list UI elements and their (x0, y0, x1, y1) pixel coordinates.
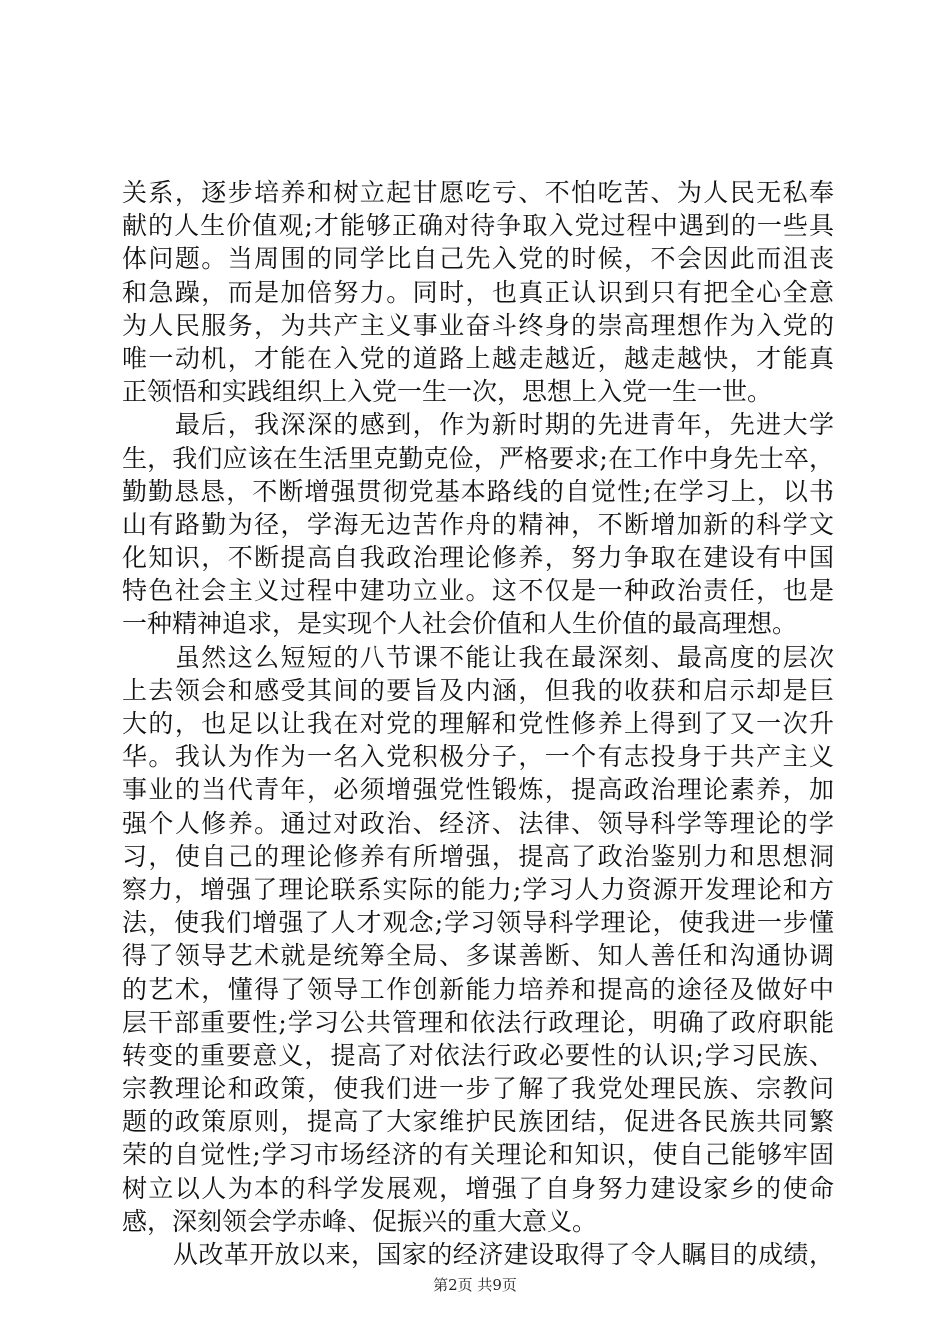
text-line: 的艺术，懂得了领导工作创新能力培养和提高的途径及做好中 (122, 974, 834, 1004)
text-line: 大的，也足以让我在对党的理解和党性修养上得到了又一次升 (122, 709, 834, 738)
text-line: 虽然这么短短的八节课不能让我在最深刻、最高度的层次 (122, 642, 834, 672)
text-line: 宗教理论和政策，使我们进一步了解了我党处理民族、宗教问 (122, 1074, 834, 1104)
text-line: 为人民服务，为共产主义事业奋斗终身的崇高理想作为入党的 (122, 310, 834, 340)
text-line: 荣的自觉性;学习市场经济的有关理论和知识，使自己能够牢固 (122, 1140, 834, 1170)
text-line: 转变的重要意义，提高了对依法行政必要性的认识;学习民族、 (122, 1040, 834, 1070)
text-line: 题的政策原则，提高了大家维护民族团结，促进各民族共同繁 (122, 1107, 834, 1137)
body-text (122, 176, 834, 1271)
text-line: 得了领导艺术就是统筹全局、多谋善断、知人善任和沟通协调 (122, 941, 834, 971)
text-line: 层干部重要性;学习公共管理和依法行政理论，明确了政府职能 (122, 1007, 834, 1037)
text-line: 习，使自己的理论修养有所增强，提高了政治鉴别力和思想洞 (122, 841, 834, 871)
text-line: 献的人生价值观;才能够正确对待争取入党过程中遇到的一些具 (122, 211, 834, 241)
text-line: 关系，逐步培养和树立起甘愿吃亏、不怕吃苦、为人民无私奉 (122, 178, 834, 207)
text-line: 上去领会和感受其间的要旨及内涵，但我的收获和启示却是巨 (122, 675, 834, 705)
text-line: 法，使我们增强了人才观念;学习领导科学理论，使我进一步懂 (122, 908, 834, 938)
text-line: 生，我们应该在生活里克勤克俭，严格要求;在工作中身先士卒， (122, 443, 834, 473)
text-line: 从改革开放以来，国家的经济建设取得了令人瞩目的成绩， (122, 1240, 834, 1269)
text-line: 最后，我深深的感到，作为新时期的先进青年，先进大学 (122, 410, 834, 440)
text-line: 察力，增强了理论联系实际的能力;学习人力资源开发理论和方 (122, 874, 834, 904)
text-line: 华。我认为作为一名入党积极分子，一个有志投身于共产主义 (122, 742, 834, 772)
text-line: 事业的当代青年，必须增强党性锻炼，提高政治理论素养，加 (122, 775, 834, 805)
text-line: 正领悟和实践组织上入党一生一次，思想上入党一生一世。 (122, 377, 773, 407)
text-line: 树立以人为本的科学发展观，增强了自身努力建设家乡的使命 (122, 1173, 834, 1203)
text-line: 感，深刻领会学赤峰、促振兴的重大意义。 (122, 1206, 598, 1236)
text-line: 和急躁，而是加倍努力。同时，也真正认识到只有把全心全意 (122, 277, 834, 307)
page-number-footer: 第2页 共9页 (433, 1276, 517, 1294)
text-line: 一种精神追求，是实现个人社会价值和人生价值的最高理想。 (122, 609, 798, 639)
text-line: 体问题。当周围的同学比自己先入党的时候，不会因此而沮丧 (122, 244, 834, 274)
text-line: 唯一动机，才能在入党的道路上越走越近，越走越快，才能真 (122, 343, 834, 373)
text-line: 强个人修养。通过对政治、经济、法律、领导科学等理论的学 (122, 808, 834, 838)
text-line: 勤勤恳恳，不断增强贯彻党基本路线的自觉性;在学习上，以书 (122, 476, 834, 506)
text-line: 特色社会主义过程中建功立业。这不仅是一种政治责任，也是 (122, 576, 834, 606)
text-line: 化知识，不断提高自我政治理论修养，努力争取在建设有中国 (122, 543, 834, 573)
text-line: 山有路勤为径，学海无边苦作舟的精神，不断增加新的科学文 (122, 509, 834, 539)
